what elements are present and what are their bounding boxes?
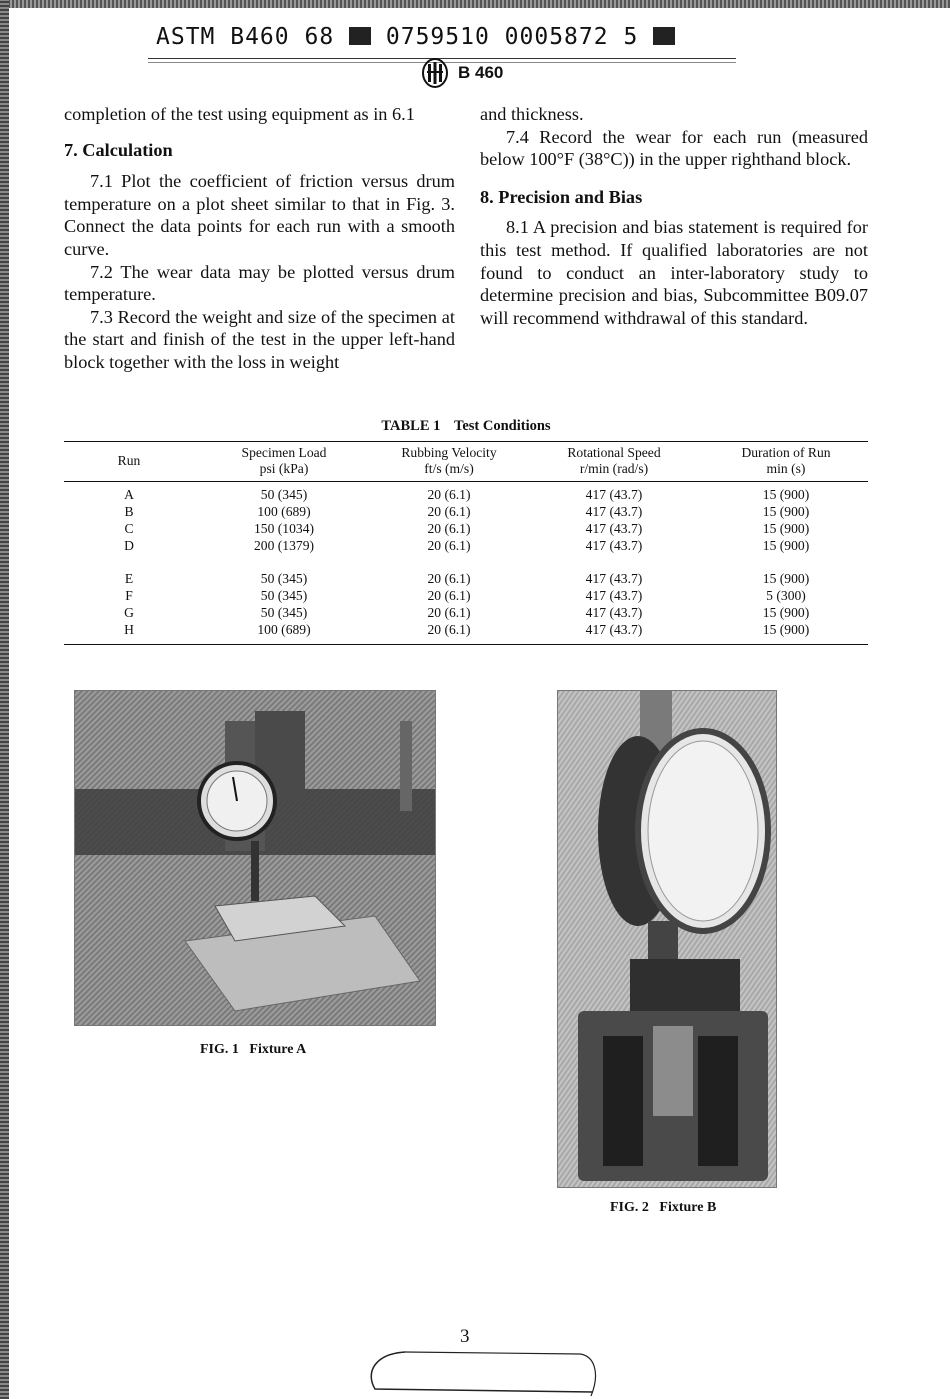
scan-edge-top [0, 0, 950, 8]
cell-load: 50 (345) [260, 588, 308, 603]
right-column [480, 103, 868, 329]
figure-1-title: Fixture A [249, 1042, 307, 1057]
cell-duration: 15 (900) [762, 504, 810, 519]
cell-speed: 417 (43.7) [585, 504, 643, 519]
header-velocity-line1: Rubbing Velocity [401, 445, 497, 460]
cell-duration: 15 (900) [762, 538, 810, 553]
section-heading-calculation: 7. Calculation [64, 139, 173, 160]
cell-duration: 15 (900) [762, 605, 810, 620]
cell-speed: 417 (43.7) [585, 588, 643, 603]
header-load-line2: psi (kPa) [259, 461, 309, 476]
cell-run: A [124, 487, 134, 502]
header-specimen-load [194, 442, 374, 482]
cell-load: 100 (689) [257, 504, 311, 519]
cell-speed: 417 (43.7) [585, 622, 643, 637]
cell-velocity: 20 (6.1) [427, 521, 471, 536]
cell-velocity: 20 (6.1) [427, 504, 471, 519]
cell-duration: 15 (900) [762, 571, 810, 586]
table-row [64, 520, 868, 537]
cell-load: 50 (345) [260, 605, 308, 620]
designation-row [420, 58, 503, 88]
section-heading-precision-bias: 8. Precision and Bias [480, 186, 643, 207]
header-rotational-speed [524, 442, 704, 482]
cell-velocity: 20 (6.1) [427, 588, 471, 603]
table [64, 441, 868, 645]
scan-edge-left [0, 0, 9, 1399]
table-row [64, 482, 868, 504]
table-row [64, 621, 868, 645]
redaction-block [653, 27, 675, 45]
figure-2-caption [610, 1200, 716, 1216]
figure-fixture-a-photo [74, 690, 436, 1026]
paragraph-7-2: 7.2 The wear data may be plotted versus drum temperature. [64, 261, 455, 305]
cell-load: 100 (689) [257, 622, 311, 637]
header-rubbing-velocity [374, 442, 524, 482]
document-control-header [148, 20, 736, 60]
cell-run: D [124, 538, 134, 553]
header-run: Run [117, 453, 141, 468]
page-number: 3 [460, 1326, 470, 1347]
cell-duration: 15 (900) [762, 622, 810, 637]
header-speed-line1: Rotational Speed [567, 445, 661, 460]
cell-run: B [124, 504, 134, 519]
cell-velocity: 20 (6.1) [427, 538, 471, 553]
cell-velocity: 20 (6.1) [427, 622, 471, 637]
designation: B 460 [458, 63, 504, 82]
table-row [64, 554, 868, 587]
header-speed-line2: r/min (rad/s) [579, 461, 649, 476]
header-duration-line1: Duration of Run [741, 445, 831, 460]
cell-velocity: 20 (6.1) [427, 605, 471, 620]
cell-speed: 417 (43.7) [585, 538, 643, 553]
header-duration [704, 442, 868, 482]
document-code-numbers: 0759510 0005872 5 [385, 24, 639, 50]
test-conditions-table [64, 418, 868, 645]
table-title [64, 418, 868, 435]
cell-load: 200 (1379) [253, 538, 315, 553]
paragraph-7-3: 7.3 Record the weight and size of the specimen at the start and finish of the test in the upper left-hand block together with the loss in weight [64, 306, 455, 372]
cell-speed: 417 (43.7) [585, 605, 643, 620]
binding-mark [365, 1344, 600, 1399]
cell-run: H [124, 622, 134, 637]
cell-velocity: 20 (6.1) [427, 487, 471, 502]
left-column [64, 103, 455, 374]
continued-paragraph: and thickness. [480, 104, 584, 124]
cell-run: E [124, 571, 134, 586]
cell-run: C [124, 521, 134, 536]
table-caption: Test Conditions [454, 418, 551, 434]
table-label: TABLE 1 [381, 418, 441, 434]
cell-run: F [125, 588, 133, 603]
fixture-a-illustration [75, 691, 435, 1025]
astm-logo-icon [420, 58, 450, 88]
table-row [64, 537, 868, 554]
cell-load: 50 (345) [260, 487, 308, 502]
figure-1-caption [200, 1042, 306, 1058]
cell-duration: 5 (300) [766, 588, 806, 603]
figure-2-label: FIG. 2 [610, 1200, 649, 1215]
figure-2-title: Fixture B [659, 1200, 717, 1215]
cell-speed: 417 (43.7) [585, 487, 643, 502]
paragraph-7-4: 7.4 Record the wear for each run (measured below 100°F (38°C)) in the upper righthand block. [480, 126, 868, 170]
header-duration-line2: min (s) [766, 461, 806, 476]
fixture-b-illustration [558, 691, 776, 1187]
cell-duration: 15 (900) [762, 521, 810, 536]
figure-1-label: FIG. 1 [200, 1042, 239, 1057]
cell-load: 50 (345) [260, 571, 308, 586]
cell-run: G [124, 605, 134, 620]
header-velocity-line2: ft/s (m/s) [424, 461, 474, 476]
document-code [156, 24, 675, 50]
paragraph-8-1: 8.1 A precision and bias statement is required for this test method. If qualified laboratories are not found to conduct an inter-laboratory study to determine precision and bias, Subcommittee B09.07 will recommend withdrawal of this standard. [480, 217, 868, 328]
header-load-line1: Specimen Load [241, 445, 327, 460]
cell-speed: 417 (43.7) [585, 521, 643, 536]
table-row [64, 604, 868, 621]
cell-load: 150 (1034) [253, 521, 315, 536]
document-code-line: ASTM B460 68 [156, 24, 335, 50]
cell-velocity: 20 (6.1) [427, 571, 471, 586]
table-row [64, 587, 868, 604]
table-row [64, 503, 868, 520]
cell-duration: 15 (900) [762, 487, 810, 502]
paragraph-7-1: 7.1 Plot the coefficient of friction versus drum temperature on a plot sheet similar to that in Fig. 3. Connect the data points for each run with a smooth curve. [64, 171, 455, 259]
redaction-block [349, 27, 371, 45]
figure-fixture-b-photo [557, 690, 777, 1188]
continued-paragraph: completion of the test using equipment as in 6.1 [64, 104, 415, 124]
cell-speed: 417 (43.7) [585, 571, 643, 586]
table-header-row [64, 442, 868, 482]
